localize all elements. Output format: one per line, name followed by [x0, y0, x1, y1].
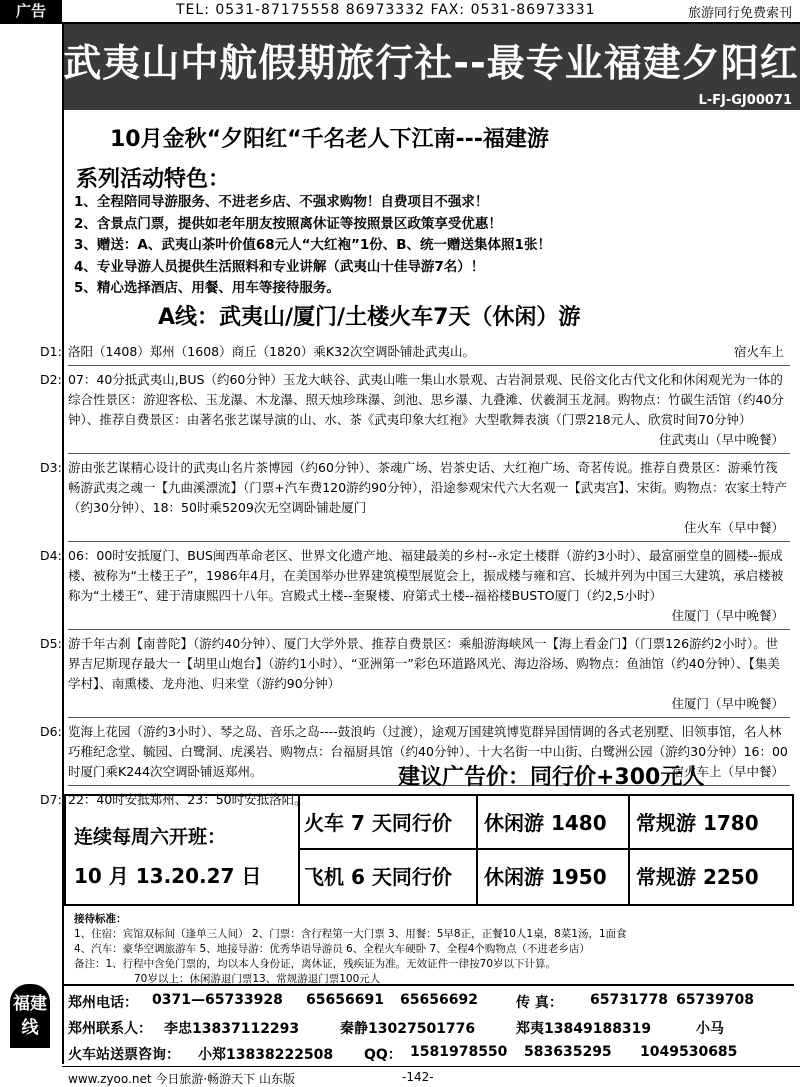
route-title: A线：武夷山/厦门/土楼火车7天（休闲）游	[158, 305, 581, 330]
train-leisure-price: 休闲游 1480	[478, 796, 630, 850]
day-tag: D5:	[40, 636, 62, 651]
fax-label: 传 真：	[516, 995, 563, 1011]
qq-number: 1049530685	[640, 1044, 738, 1060]
day-text: 07：40分抵武夷山,BUS（约60分钟）玉龙大峡谷、武夷山唯一集山水景观、古岩洞景观、民俗文化古代文化和休闲观光为一体的综合性景区：游迎客松、玉龙瀑、木龙瀑、照天烛珍珠瀑、剑池、思乡瀑、九叠滩、伏羲洞玉龙洞。购物点：竹碳生活馆（约40分钟）、推荐自费景区：由著名张艺谋导演的山、水、茶《武夷印象大红袍》大型歌舞表演（门票218元人、欣赏时间70分钟）	[68, 372, 784, 427]
top-slogan: 旅游同行免费索刊	[687, 6, 792, 21]
suggested-price: 建议广告价：同行价+300元人	[398, 765, 705, 790]
departure-schedule: 连续每周六开班：	[74, 826, 227, 848]
contact-person: 小马	[696, 1021, 724, 1037]
itinerary	[40, 342, 790, 810]
train-regular-price: 常规游 1780	[630, 796, 792, 850]
day-text: 洛阳（1408）郑州（1608）商丘（1820）乘K32次空调卧铺赴武夷山。	[68, 344, 476, 359]
contact-person-label: 郑州联系人：	[68, 1021, 152, 1037]
day-tag: D2:	[40, 372, 62, 387]
fax-number: 65731778	[590, 992, 668, 1008]
banner	[62, 24, 800, 110]
departure-info	[66, 796, 300, 904]
day-stay: 住厦门（早中晚餐）	[671, 696, 784, 711]
feature-list	[74, 192, 789, 300]
standards-line: 4、汽车：豪华空调旅游车 5、地接导游：优秀华语导游员 6、全程火车硬卧 7、全程4个购物点（不进老乡店）	[74, 943, 590, 955]
footer-site: www.zyoo.net 今日旅游·畅游天下 山东版	[68, 1072, 295, 1086]
itinerary-day	[40, 342, 790, 362]
feature-item: 4、专业导游人员提供生活照料和专业讲解（武夷山十佳导游7名）！	[74, 258, 485, 275]
contact-row	[64, 1012, 794, 1038]
day-stay: 宿火车上	[733, 344, 784, 359]
day-tag: D1:	[40, 344, 62, 359]
page-footer	[62, 1066, 800, 1087]
feature-item: 1、全程陪同导游服务、不进老乡店、不强求购物！自费项目不强求！	[74, 194, 489, 210]
day-stay: 住厦门（早中晚餐）	[671, 608, 784, 623]
contact-person: 秦静13027501776	[340, 1021, 476, 1037]
license-code: L-FJ-GJ00071	[698, 93, 792, 108]
standards-line: 备注：1、行程中含免门票的，均以本人身份证，离休证，残疾证为准。无效证件一律按70岁以下计算。	[74, 958, 557, 970]
divider	[68, 717, 790, 718]
day-text: 览海上花园（游约3小时）、琴之岛、音乐之岛----鼓浪屿（过渡），途观万国建筑博览群异国情调的各式老别墅、旧领事馆，名人林巧稚纪念堂、毓园、白鹭洞、虎溪岩、购物点：台福厨具馆（约40分钟）、十大名街一中山街、白鹭洲公园（游约30分钟）16：00时厦门乘K244次空调卧铺返郑州。	[68, 724, 788, 779]
day-text: 游由张艺谋精心设计的武夷山名片茶博园（约60分钟）、茶魂广场、岩茶史话、大红袍广场、奇茗传说。推荐自费景区：游乘竹筏畅游武夷之魂一【九曲溪漂流】（门票+汽车费120游约90分钟），沿途参观宋代六大名观一【武夷宫】、宋街。购物点：农家土特产（约30分钟）、18：50时乘5209次无空调卧铺赴厦门	[68, 460, 787, 515]
qq-number: 1581978550	[410, 1044, 508, 1060]
plane-regular-price: 常规游 2250	[636, 865, 759, 889]
qq-number: 583635295	[524, 1044, 612, 1060]
train-price-label: 火车 7 天同行价	[298, 796, 478, 850]
contact-row	[64, 986, 794, 1012]
divider	[68, 453, 790, 454]
headline: 10月金秋“夕阳红“千名老人下江南---福建游	[110, 127, 549, 152]
contact-info	[64, 984, 794, 1064]
top-bar	[0, 0, 800, 24]
ad-tag: 广告	[0, 0, 62, 22]
page-number: -142-	[402, 1070, 434, 1084]
agency-title: 武夷山中航假期旅行社--最专业福建夕阳红	[63, 41, 799, 85]
contact-person: 郑夷13849188319	[516, 1021, 652, 1037]
day-stay: 宿火车上（早中餐）	[671, 764, 784, 779]
fax-number: 65739708	[676, 992, 754, 1008]
itinerary-day	[40, 634, 790, 714]
plane-leisure-price: 休闲游 1950	[478, 850, 630, 904]
day-text: 22：40时安抵郑州、23：50时安抵洛阳。	[68, 792, 307, 807]
phone-number: 65656692	[400, 992, 478, 1008]
phone-number: 0371—65733928	[152, 992, 283, 1008]
itinerary-day	[40, 546, 790, 626]
standards-line: 70岁以上：休闲游退门票13、常规游退门票100元人	[134, 973, 381, 985]
standards-title: 接待标准：	[74, 913, 127, 925]
departure-dates: 10 月 13.20.27 日	[74, 864, 262, 888]
itinerary-day	[40, 370, 790, 450]
day-tag: D6:	[40, 724, 62, 739]
price-table	[64, 794, 794, 906]
qq-label: QQ：	[364, 1047, 402, 1063]
series-title: 系列活动特色：	[76, 167, 231, 192]
plane-price-label: 飞机 6 天同行价	[298, 850, 478, 904]
day-stay: 住武夷山（早中晚餐）	[658, 432, 784, 447]
day-tag: D7:	[40, 792, 62, 807]
day-tag: D3:	[40, 460, 62, 475]
day-text: 06：00时安抵厦门、BUS闽西革命老区、世界文化遗产地、福建最美的乡村--永定土楼群（游约3小时）、最富丽堂皇的圆楼--振成楼、被称为“土楼王子”，1986年4月，在美国举办世界建筑模型展览会上，振成楼与雍和宫、长城并列为中国三大建筑，承启楼被称为“土楼王”、建于清康熙四十八年。宫殿式土楼--奎聚楼、府第式土楼--福裕楼BUSTO厦门（约2,5小时）	[68, 548, 784, 603]
contact-row	[64, 1038, 794, 1064]
divider	[68, 629, 790, 630]
ticket-contact: 小郑13838222508	[198, 1047, 334, 1063]
day-tag: D4:	[40, 548, 62, 563]
itinerary-day	[40, 458, 790, 538]
feature-item: 2、含景点门票，提供如老年朋友按照离休证等按照景区政策享受优惠！	[74, 215, 502, 232]
service-standards	[74, 912, 789, 987]
feature-item: 5、精心选择酒店、用餐、用车等接待服务。	[74, 280, 340, 296]
rail-label: 福建线	[10, 984, 50, 1048]
day-stay: 住火车（早中餐）	[683, 520, 784, 535]
standards-line: 1、住宿：宾馆双标间（逢单三人间） 2、门票：含行程第一大门票 3、用餐：5早8正，正餐10人1桌，8菜1汤，1面食	[74, 928, 627, 940]
tel-fax: TEL: 0531-87175558 86973332 FAX: 0531-86973331	[176, 2, 596, 18]
phone-number: 65656691	[306, 992, 384, 1008]
feature-item: 3、赠送：A、武夷山茶叶价值68元人“大红袍”1份、B、统一赠送集体照1张！	[74, 237, 551, 253]
day-text: 游千年古刹【南普陀】（游约40分钟）、厦门大学外景、推荐自费景区：乘船游海峡风一【海上看金门】（门票126游约2小时）。世界吉尼斯现存最大一【胡里山炮台】（游约1小时）、“亚洲第一”彩色环道路风光、海边浴场、购物点：鱼油馆（约40分钟）、【集美学村】、南熏楼、龙舟池、归来堂（游约90分钟）	[68, 636, 780, 691]
divider	[68, 541, 790, 542]
contact-person: 李忠13837112293	[164, 1021, 300, 1037]
divider	[68, 365, 790, 366]
ticket-label: 火车站送票咨询：	[68, 1047, 180, 1063]
phone-label: 郑州电话：	[68, 995, 138, 1011]
